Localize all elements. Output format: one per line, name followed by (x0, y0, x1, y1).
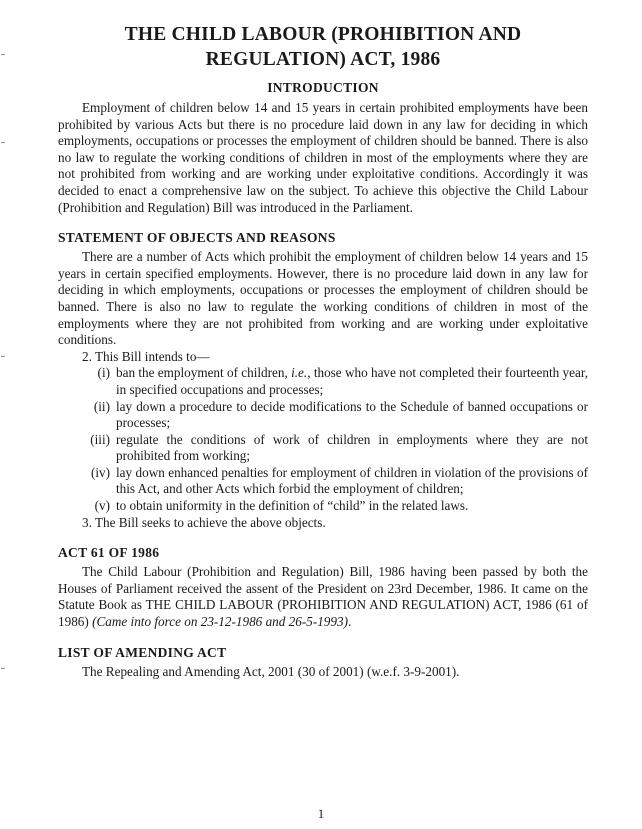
objects-point-2: 2. This Bill intends to— (82, 348, 210, 364)
page-number: 1 (317, 806, 325, 821)
list-item (58, 432, 588, 465)
list-item-text-part: , those who have not completed their fourteenth year, in specified occupations and processes; (116, 365, 588, 397)
list-item-text-part: ban the employment of children, (116, 365, 292, 381)
act-number-heading: ACT 61 OF 1986 (58, 545, 160, 561)
list-item-marker: (i) (97, 365, 110, 381)
act-commencement: (Came into force on 23-12-1986 and 26-5-1993) (92, 614, 348, 630)
list-item-marker: (iv) (90, 464, 110, 480)
list-item-marker: (v) (94, 498, 110, 514)
list-item-text: lay down a procedure to decide modifications to the Schedule of banned occupations or processes; (116, 398, 588, 431)
list-item (58, 399, 588, 432)
act-title-line-1: THE CHILD LABOUR (PROHIBITION AND (124, 24, 522, 45)
list-item-text: to obtain uniformity in the definition of “child” in the related laws. (116, 498, 469, 514)
objects-point-3: 3. The Bill seeks to achieve the above objects. (82, 514, 326, 530)
amending-heading: LIST OF AMENDING ACT (58, 644, 227, 660)
list-item-text: regulate the conditions of work of children in employments where they are not prohibited from working; (116, 431, 588, 464)
list-item-text (116, 365, 588, 398)
act-text: The Child Labour (Prohibition and Regulation) Bill, 1986 having been passed by both the Houses of Parliament received the assent of the President on 23rd December, 1986. It came on the Statute Book as THE CHILD LABOUR (PROHIBITION AND REGULATION) ACT, 1986 (61 of 1986) (58, 564, 588, 630)
act-paragraph (58, 564, 588, 630)
list-item-marker: (iii) (90, 431, 110, 447)
list-item-marker: (ii) (93, 398, 110, 414)
objects-heading: STATEMENT OF OBJECTS AND REASONS (58, 230, 336, 246)
objects-paragraph-1: There are a number of Acts which prohibit the employment of children below 14 years and 15 years in certain specified employments. However, there is no procedure laid down in any law for deciding in which employments, occupations or processes the employment of children should be banned. There is also no law to regulate the working conditions of children in most of the employments where they are not prohibited from working and are working under exploitative conditions. (58, 249, 588, 348)
list-item (58, 465, 588, 498)
act-text-end: . (347, 614, 352, 630)
introduction-heading: INTRODUCTION (267, 80, 379, 95)
introduction-paragraph: Employment of children below 14 and 15 years in certain prohibited employments have been prohibited by various Acts but there is no procedure laid down in any law for deciding in which employments, occupations or processes the employment of children should be banned. There is also no law to regulate the working conditions of children in most of the employments where they are not prohibited from working and are working under exploitative conditions. Accordingly it was decided to enact a comprehensive law on the subject. To achieve this objective the Child Labour (Prohibition and Regulation) Bill was introduced in the Parliament. (58, 100, 588, 215)
list-item-emphasis: i.e. (291, 365, 308, 381)
objects-list (58, 365, 588, 514)
act-title (58, 22, 588, 72)
list-item-text: lay down enhanced penalties for employment of children in violation of the provisions of this Act, and other Acts which forbid the employment of children; (116, 464, 588, 497)
list-item (58, 498, 588, 515)
document-page (58, 22, 588, 680)
list-item (58, 365, 588, 398)
act-title-line-2: REGULATION) ACT, 1986 (205, 49, 441, 70)
amending-paragraph: The Repealing and Amending Act, 2001 (30 of 2001) (w.e.f. 3-9-2001). (82, 663, 460, 679)
